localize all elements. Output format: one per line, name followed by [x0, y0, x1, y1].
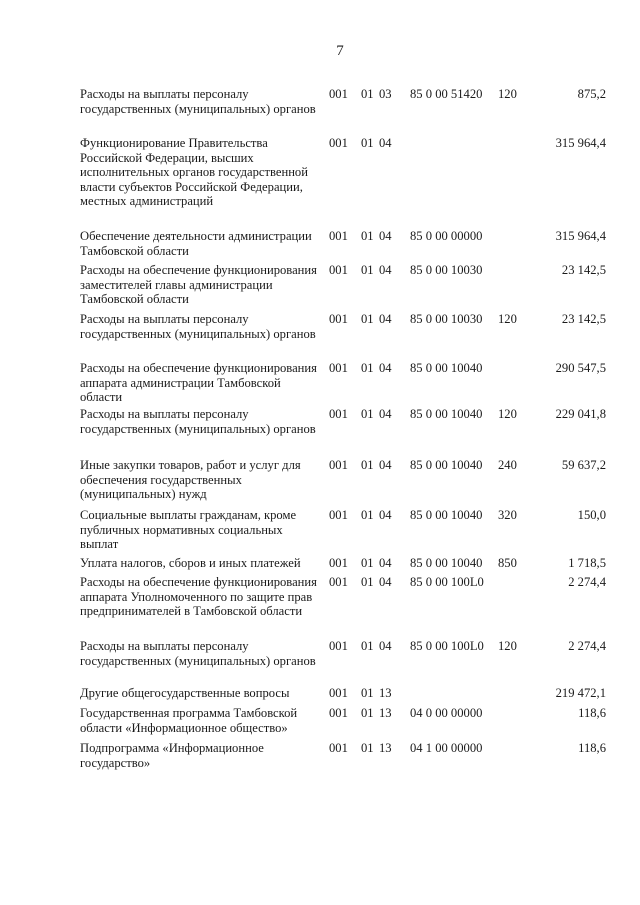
section-code: 01	[361, 407, 374, 421]
subsection-code: 13	[379, 706, 392, 720]
target-article-code: 85 0 00 100L0	[410, 575, 484, 589]
section-code: 01	[361, 706, 374, 720]
amount: 219 472,1	[555, 686, 606, 700]
expense-type-code: 120	[498, 407, 517, 421]
ministry-code: 001	[329, 706, 348, 720]
expense-item-name: Расходы на обеспечение функционирования заместителей главы администрации Тамбовской области	[80, 263, 317, 307]
subsection-code: 04	[379, 575, 392, 589]
subsection-code: 04	[379, 458, 392, 472]
expense-item-name: Другие общегосударственные вопросы	[80, 686, 290, 700]
section-code: 01	[361, 686, 374, 700]
expense-type-code: 120	[498, 87, 517, 101]
amount: 875,2	[577, 87, 606, 101]
subsection-code: 04	[379, 407, 392, 421]
section-code: 01	[361, 741, 374, 755]
expense-item-name: Функционирование Правительства Российской Федерации, высших исполнительных органов государственной власти субъектов Российской Федерации, местных администраций	[80, 136, 308, 209]
subsection-code: 04	[379, 136, 392, 150]
section-code: 01	[361, 136, 374, 150]
target-article-code: 85 0 00 10040	[410, 361, 483, 375]
expense-item-name: Социальные выплаты гражданам, кроме публичных нормативных социальных выплат	[80, 508, 297, 552]
expense-item-name: Расходы на выплаты персоналу государственных (муниципальных) органов	[80, 639, 316, 668]
expense-item-name: Расходы на выплаты персоналу государственных (муниципальных) органов	[80, 87, 316, 116]
ministry-code: 001	[329, 229, 348, 243]
section-code: 01	[361, 229, 374, 243]
section-code: 01	[361, 508, 374, 522]
section-code: 01	[361, 639, 374, 653]
ministry-code: 001	[329, 136, 348, 150]
amount: 118,6	[578, 706, 606, 720]
subsection-code: 13	[379, 686, 392, 700]
target-article-code: 85 0 00 10040	[410, 458, 483, 472]
section-code: 01	[361, 312, 374, 326]
expense-item-name: Расходы на выплаты персоналу государственных (муниципальных) органов	[80, 407, 316, 436]
amount: 315 964,4	[555, 229, 606, 243]
target-article-code: 85 0 00 100L0	[410, 639, 484, 653]
target-article-code: 85 0 00 10040	[410, 508, 483, 522]
amount: 118,6	[578, 741, 606, 755]
amount: 2 274,4	[568, 639, 606, 653]
section-code: 01	[361, 263, 374, 277]
target-article-code: 04 1 00 00000	[410, 741, 483, 755]
target-article-code: 85 0 00 10030	[410, 263, 483, 277]
target-article-code: 85 0 00 51420	[410, 87, 483, 101]
amount: 229 041,8	[555, 407, 606, 421]
ministry-code: 001	[329, 407, 348, 421]
expense-item-name: Иные закупки товаров, работ и услуг для обеспечения государственных (муниципальных) нужд	[80, 458, 301, 502]
expense-item-name: Подпрограмма «Информационное государство»	[80, 741, 264, 770]
subsection-code: 04	[379, 263, 392, 277]
section-code: 01	[361, 361, 374, 375]
expense-type-code: 240	[498, 458, 517, 472]
subsection-code: 04	[379, 229, 392, 243]
page-number: 7	[336, 43, 344, 59]
ministry-code: 001	[329, 361, 348, 375]
target-article-code: 85 0 00 10040	[410, 407, 483, 421]
expense-item-name: Расходы на обеспечение функционирования аппарата администрации Тамбовской области	[80, 361, 317, 405]
section-code: 01	[361, 556, 374, 570]
amount: 23 142,5	[561, 312, 606, 326]
subsection-code: 03	[379, 87, 392, 101]
subsection-code: 04	[379, 508, 392, 522]
expense-item-name: Государственная программа Тамбовской области «Информационное общество»	[80, 706, 298, 735]
ministry-code: 001	[329, 87, 348, 101]
target-article-code: 85 0 00 00000	[410, 229, 483, 243]
expense-type-code: 320	[498, 508, 517, 522]
amount: 23 142,5	[561, 263, 606, 277]
ministry-code: 001	[329, 741, 348, 755]
ministry-code: 001	[329, 508, 348, 522]
ministry-code: 001	[329, 556, 348, 570]
subsection-code: 04	[379, 312, 392, 326]
expense-item-name: Уплата налогов, сборов и иных платежей	[80, 556, 301, 570]
ministry-code: 001	[329, 575, 348, 589]
subsection-code: 04	[379, 639, 392, 653]
ministry-code: 001	[329, 458, 348, 472]
section-code: 01	[361, 87, 374, 101]
expense-item-name: Расходы на выплаты персоналу государственных (муниципальных) органов	[80, 312, 316, 341]
expense-type-code: 120	[498, 312, 517, 326]
target-article-code: 85 0 00 10040	[410, 556, 483, 570]
subsection-code: 04	[379, 361, 392, 375]
section-code: 01	[361, 575, 374, 589]
amount: 2 274,4	[568, 575, 606, 589]
subsection-code: 13	[379, 741, 392, 755]
target-article-code: 85 0 00 10030	[410, 312, 483, 326]
target-article-code: 04 0 00 00000	[410, 706, 483, 720]
expense-item-name: Расходы на обеспечение функционирования аппарата Уполномоченного по защите прав предпринимателей в Тамбовской области	[80, 575, 317, 619]
ministry-code: 001	[329, 639, 348, 653]
section-code: 01	[361, 458, 374, 472]
amount: 59 637,2	[561, 458, 606, 472]
amount: 315 964,4	[555, 136, 606, 150]
amount: 150,0	[577, 508, 606, 522]
amount: 290 547,5	[555, 361, 606, 375]
subsection-code: 04	[379, 556, 392, 570]
expense-item-name: Обеспечение деятельности администрации Тамбовской области	[80, 229, 312, 258]
ministry-code: 001	[329, 263, 348, 277]
expense-type-code: 120	[498, 639, 517, 653]
ministry-code: 001	[329, 686, 348, 700]
amount: 1 718,5	[568, 556, 606, 570]
expense-type-code: 850	[498, 556, 517, 570]
ministry-code: 001	[329, 312, 348, 326]
